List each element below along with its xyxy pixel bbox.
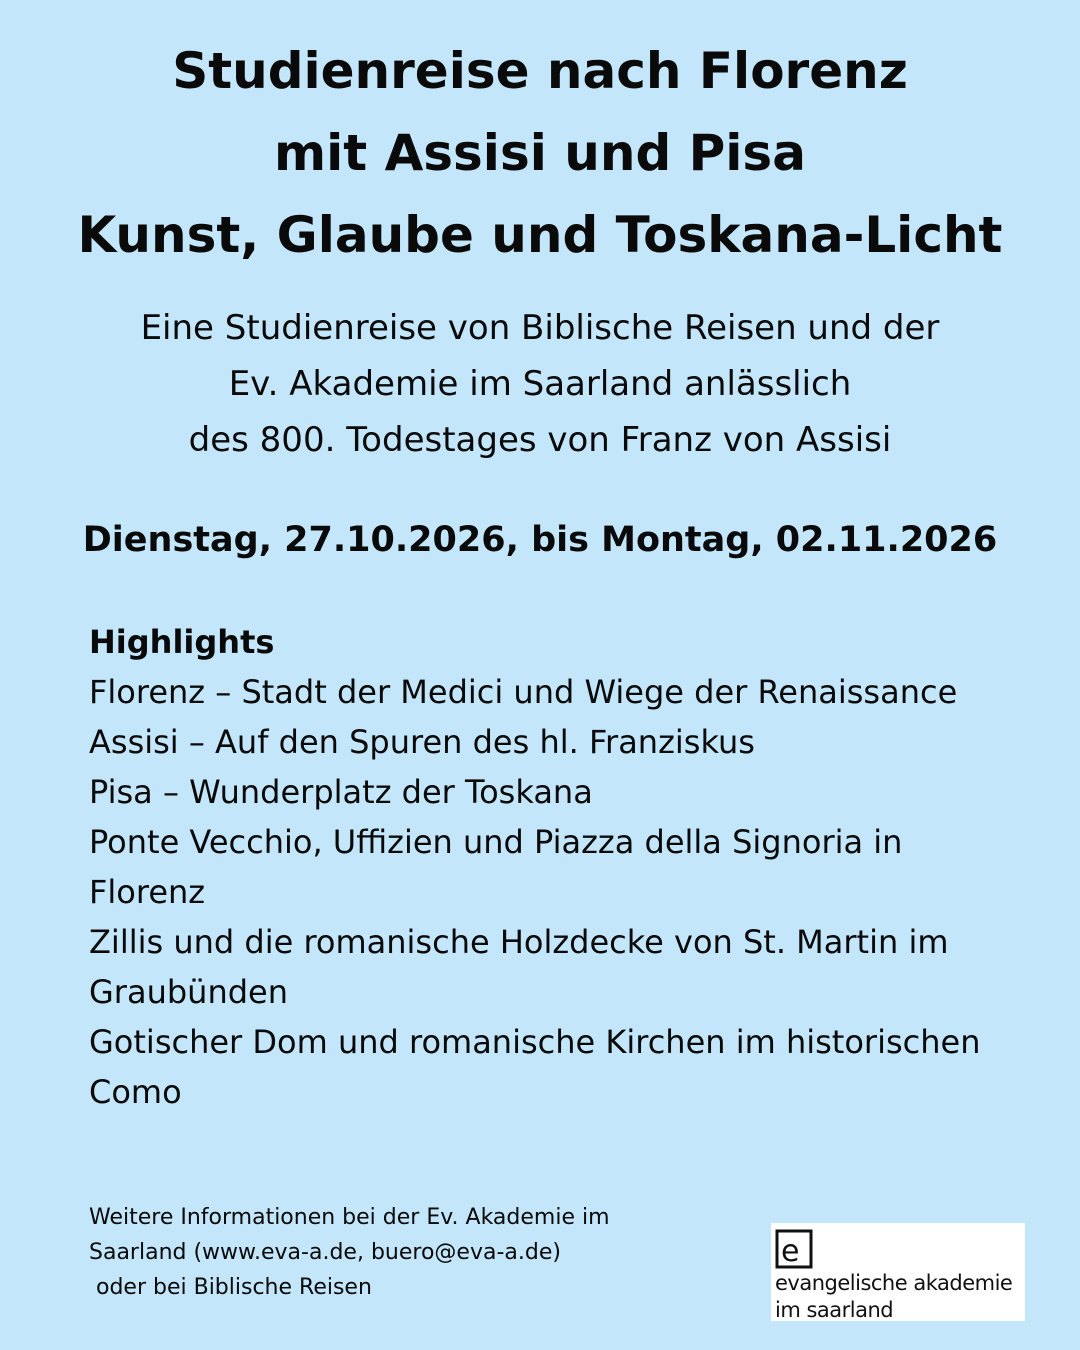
highlights-heading: Highlights (89, 623, 275, 661)
title-line-3: Kunst, Glaube und Toskana-Licht (77, 206, 1003, 264)
travel-dates: Dienstag, 27.10.2026, bis Montag, 02.11.2026 (82, 520, 998, 560)
subtitle-line-3: des 800. Todestages von Franz von Assisi (188, 420, 892, 460)
highlight-item: Pisa – Wunderplatz der Toskana (89, 773, 593, 811)
logo-text-line-2: im saarland (775, 1298, 894, 1322)
logo-text-line-1: evangelische akademie (775, 1271, 1013, 1295)
contact-line-3: oder bei Biblische Reisen (89, 1275, 372, 1300)
svg-text:e: e (781, 1234, 800, 1269)
subtitle-line-2: Ev. Akademie im Saarland anlässlich (228, 364, 852, 404)
contact-line-2: Saarland (www.eva-a.de, buero@eva-a.de) (89, 1240, 561, 1265)
title-line-1: Studienreise nach Florenz (172, 42, 908, 100)
subtitle-line-1: Eine Studienreise von Biblische Reisen und der (140, 308, 940, 348)
subtitle (0, 300, 1080, 468)
akademie-logo (771, 1223, 1025, 1321)
contact-info (89, 1200, 729, 1305)
highlight-item: Zillis und die romanische Holzdecke von St. Martin im Graubünden (89, 923, 949, 1011)
highlight-item: Ponte Vecchio, Uffizien und Piazza della Signoria in Florenz (89, 823, 903, 911)
contact-line-1: Weitere Informationen bei der Ev. Akademie im (89, 1205, 610, 1230)
highlights-section (89, 617, 989, 1117)
highlight-item: Gotischer Dom und romanische Kirchen im historischen Como (89, 1023, 981, 1111)
highlight-item: Assisi – Auf den Spuren des hl. Franziskus (89, 723, 755, 761)
highlight-item: Florenz – Stadt der Medici und Wiege der Renaissance (89, 673, 958, 711)
title-line-2: mit Assisi und Pisa (274, 124, 806, 182)
page-title (0, 30, 1080, 276)
akademie-logo-mark-icon (775, 1229, 815, 1271)
